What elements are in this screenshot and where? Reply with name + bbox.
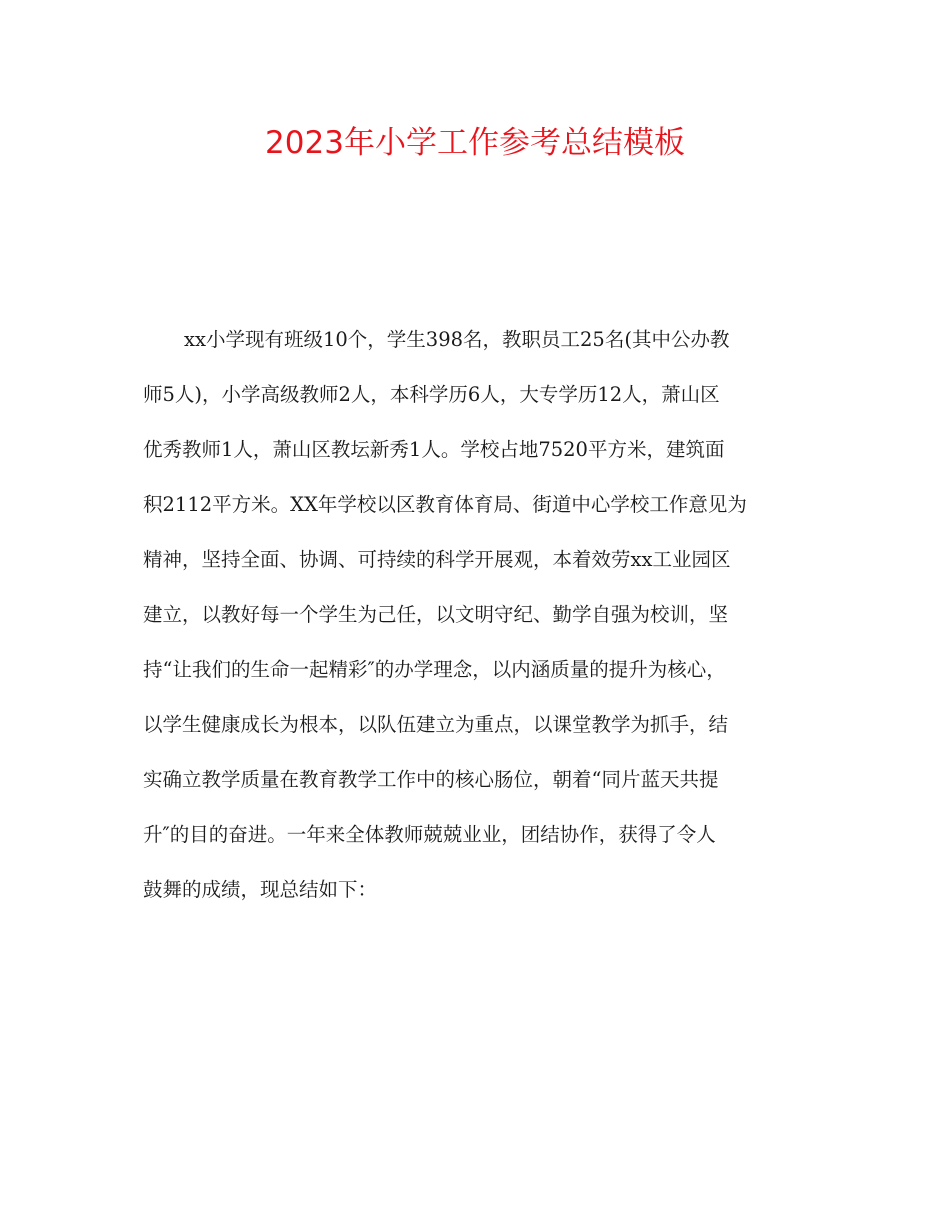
document-title: 2023年小学工作参考总结模板 (265, 125, 685, 161)
paragraph-line: 精神，坚持全面、协调、可持续的科学开展观，本着效劳xx工业园区 (143, 548, 731, 571)
paragraph-line: 实确立教学质量在教育教学工作中的核心肠位，朝着“同片蓝天共提 (143, 768, 719, 791)
paragraph-line: 持“让我们的生命一起精彩″的办学理念，以内涵质量的提升为核心， (143, 658, 726, 681)
paragraph-line: xx小学现有班级10个，学生398名，教职员工25名(其中公办教 (184, 328, 730, 351)
paragraph-line: 积2112平方米。XX年学校以区教育体育局、街道中心学校工作意见为 (143, 493, 747, 516)
paragraph-line: 建立，以教好每一个学生为己任，以文明守纪、勤学自强为校训，坚 (143, 603, 729, 626)
body-paragraph (143, 312, 815, 917)
paragraph-line: 以学生健康成长为根本，以队伍建立为重点，以课堂教学为抓手，结 (143, 713, 729, 736)
paragraph-line: 优秀教师1人，萧山区教坛新秀1人。学校占地7520平方米，建筑面 (143, 438, 725, 461)
paragraph-line: 升″的目的奋进。一年来全体教师兢兢业业，团结协作，获得了令人 (143, 823, 716, 846)
paragraph-line: 师5人)，小学高级教师2人，本科学历6人，大专学历12人，萧山区 (143, 383, 720, 406)
paragraph-line: 鼓舞的成绩，现总结如下： (143, 878, 378, 901)
